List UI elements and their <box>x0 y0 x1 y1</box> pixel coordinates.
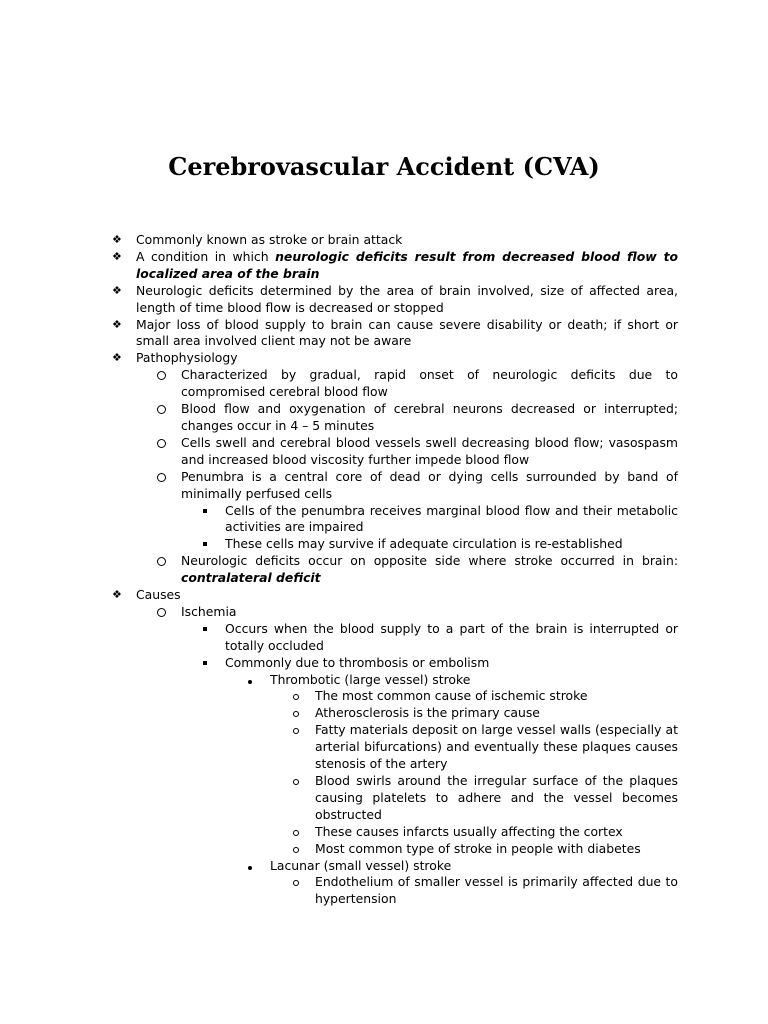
dot-bullet-icon <box>248 858 252 875</box>
list-item <box>157 621 678 908</box>
circle-bullet-icon <box>157 435 166 453</box>
diamond-bullet-icon: ❖ <box>112 249 122 263</box>
outline-list <box>112 232 678 908</box>
list-item <box>248 688 678 857</box>
list-item: Neurologic deficits occur on opposite side where stroke occurred in brain: contralateral deficit <box>157 553 678 587</box>
diamond-bullet-icon: ❖ <box>112 317 122 331</box>
square-bullet-icon <box>203 621 207 638</box>
dot-bullet-icon <box>248 672 252 689</box>
diamond-bullet-icon: ❖ <box>112 233 122 246</box>
list-item: Blood flow and oxygenation of cerebral neurons decreased or interrupted; changes occur in 4 – 5 minutes <box>157 401 678 435</box>
hollow-circle-bullet-icon <box>293 874 299 893</box>
list-item: Cells swell and cerebral blood vessels swell decreasing blood flow; vasospasm and increased blood viscosity further impede blood flow <box>157 435 678 469</box>
circle-bullet-icon <box>157 604 166 622</box>
diamond-bullet-icon: ❖ <box>112 283 122 297</box>
list-item: Penumbra is a central core of dead or dying cells surrounded by band of minimally perfused cells <box>157 469 678 503</box>
list-item <box>157 503 678 554</box>
list-item <box>248 874 678 908</box>
list-item: Blood swirls around the irregular surface of the plaques causing platelets to adhere and the vessel becomes obstructed <box>293 773 678 824</box>
circle-bullet-icon <box>157 553 166 571</box>
list-item: Lacunar (small vessel) stroke <box>248 858 678 875</box>
list-item: ❖ A condition in which neurologic deficits result from decreased blood flow to localized area of the brain <box>112 248 678 281</box>
square-bullet-icon <box>203 503 207 520</box>
square-bullet-icon <box>203 655 207 672</box>
list-item <box>203 672 678 909</box>
circle-bullet-icon <box>157 401 166 419</box>
list-item: ❖ Neurologic deficits determined by the area of brain involved, size of affected area, length of time blood flow is decreased or stopped <box>112 282 678 315</box>
hollow-circle-bullet-icon <box>293 773 299 792</box>
list-item: Thrombotic (large vessel) stroke <box>248 672 678 689</box>
diamond-bullet-icon: ❖ <box>112 351 122 365</box>
hollow-circle-bullet-icon <box>293 722 299 741</box>
list-item: The most common cause of ischemic stroke <box>293 688 678 705</box>
list-item: Atherosclerosis is the primary cause <box>293 705 678 722</box>
list-item: ❖ Pathophysiology <box>112 350 238 366</box>
list-item: Cells of the penumbra receives marginal blood flow and their metabolic activities are impaired <box>203 503 678 537</box>
list-item: Most common type of stroke in people with diabetes <box>293 841 678 858</box>
list-item: Fatty materials deposit on large vessel walls (especially at arterial bifurcations) and eventually these plaques causes stenosis of the artery <box>293 722 678 773</box>
circle-bullet-icon <box>157 469 166 487</box>
diamond-bullet-icon: ❖ <box>112 588 122 602</box>
list-item: These cells may survive if adequate circulation is re-established <box>203 536 678 553</box>
list-item: Characterized by gradual, rapid onset of neurologic deficits due to compromised cerebral blood flow <box>157 367 678 401</box>
list-item: These causes infarcts usually affecting the cortex <box>293 824 678 841</box>
list-item: Occurs when the blood supply to a part of the brain is interrupted or totally occluded <box>203 621 678 655</box>
circle-bullet-icon <box>157 367 166 385</box>
list-item: ❖ Major loss of blood supply to brain can cause severe disability or death; if short or small area involved client may not be aware <box>112 316 678 349</box>
list-item: ❖ Commonly known as stroke or brain attack <box>112 232 403 247</box>
list-item: Commonly due to thrombosis or embolism <box>203 655 678 672</box>
document-title: Cerebrovascular Accident (CVA) <box>168 152 600 181</box>
square-bullet-icon <box>203 536 207 553</box>
list-item: Endothelium of smaller vessel is primarily affected due to hypertension <box>293 874 678 908</box>
list-item: ❖ Causes <box>112 587 181 603</box>
list-item: Ischemia <box>157 604 678 621</box>
